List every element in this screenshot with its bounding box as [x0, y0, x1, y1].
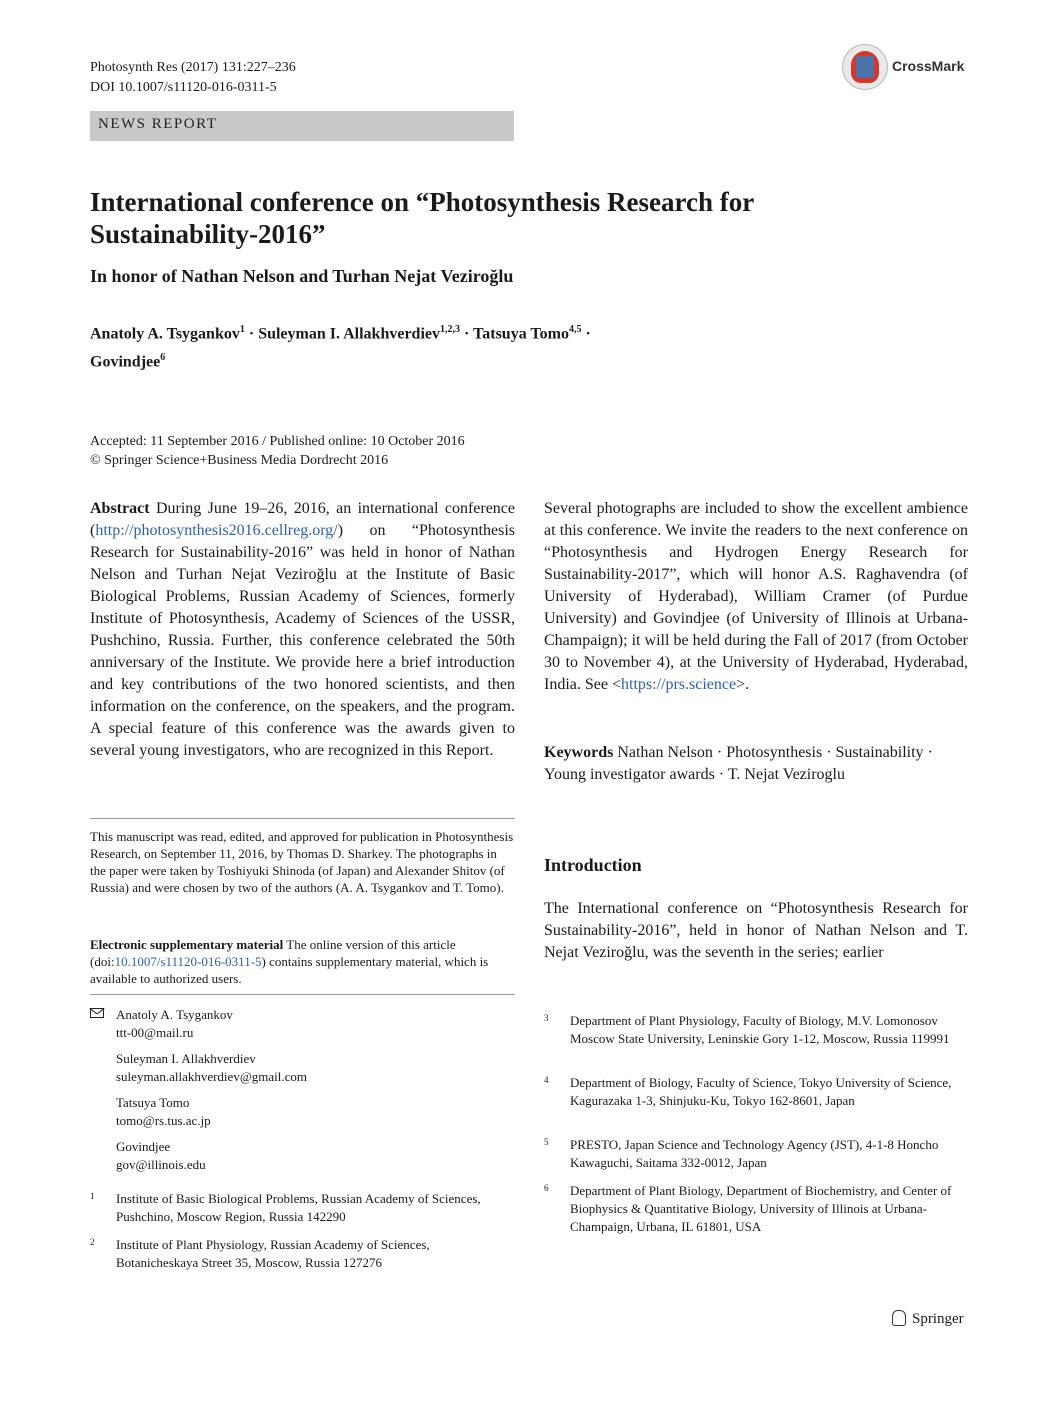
abstract-continuation-end: >.: [736, 676, 750, 693]
manuscript-note: This manuscript was read, edited, and approved for publication in Photosynthesis Research, on September 11, 2016, by Thomas D. Sharkey. The photographs in the paper were taken by Toshiyuki Shinoda (of Japan) and Alexander Shitov (of Russia) and were chosen by two of the authors (A. A. Tsygankov and T. Tomo).: [90, 829, 514, 895]
section-label: NEWS REPORT: [98, 116, 218, 132]
affiliation-item: [90, 1236, 515, 1272]
esm-doi-link[interactable]: 10.1007/s11120-016-0311-5: [114, 954, 262, 969]
affiliation-number: 2: [90, 1237, 95, 1247]
contact-entry: [116, 1094, 515, 1130]
springer-horse-icon: [892, 1310, 906, 1326]
crossmark-icon: [842, 44, 888, 90]
next-conference-link[interactable]: https://prs.science: [621, 676, 737, 693]
introduction-heading: Introduction: [544, 855, 642, 875]
envelope-icon: [90, 1008, 104, 1018]
publication-dates: Accepted: 11 September 2016 / Published online: 10 October 2016: [90, 434, 465, 449]
author-name[interactable]: Tatsuya Tomo: [473, 325, 569, 343]
contact-email[interactable]: ttt-00@mail.ru: [116, 1025, 194, 1040]
author-name[interactable]: Suleyman I. Allakhverdiev: [258, 325, 440, 343]
affiliation-text: Institute of Plant Physiology, Russian Academy of Sciences, Botanicheskaya Street 35, Moscow, Russia 127276: [116, 1237, 430, 1270]
abstract-label: Abstract: [90, 500, 150, 517]
author-name[interactable]: Anatoly A. Tsygankov: [90, 325, 240, 343]
abstract-continuation: Several photographs are included to show the excellent ambience at this conference. We invite the readers to the next conference on “Photosynthesis and Hydrogen Energy Research for Sustainability-2017”, which will honor A.S. Raghavendra (of University of Hyderabad), William Cramer (of Purdue University) and Govindjee (of University of Illinois at Urbana-Champaign); it will be held during the Fall of 2017 (from October 30 to November 4), at the University of Hyderabad, Hyderabad, India. See <: [544, 500, 968, 693]
affiliation-item: [90, 1190, 515, 1226]
contact-name: Anatoly A. Tsygankov: [116, 1007, 233, 1022]
copyright-notice: © Springer Science+Business Media Dordrecht 2016: [90, 453, 389, 468]
keywords-label: Keywords: [544, 744, 614, 761]
author-affiliation-marker: 4,5: [568, 324, 582, 335]
affiliation-text: Institute of Basic Biological Problems, Russian Academy of Sciences, Pushchino, Moscow Region, Russia 142290: [116, 1191, 481, 1224]
publisher-name: Springer: [912, 1311, 964, 1327]
contact-entry: [116, 1138, 515, 1174]
abstract-text-cont: ) on “Photosynthesis Research for Sustainability-2016” was held in honor of Nathan Nelson and Turhan Nejat Veziroğlu at the Institute of Basic Biological Problems, Russian Academy of Sciences, formerly Institute of Photosynthesis, Academy of Sciences of the USSR, Pushchino, Russia. Further, this conference celebrated the 50th anniversary of the Institute. We provide here a brief introduction and key contributions of the two honored scientists, and then information on the conference, on the speakers, and the program. A special feature of this conference was the awards given to several young investigators, who are recognized in this Report.: [90, 522, 515, 759]
journal-citation: Photosynth Res (2017) 131:227–236: [90, 60, 296, 75]
article-title: International conference on “Photosynthesis Research for Sustainability-2016”: [90, 187, 754, 249]
affiliation-number: 4: [544, 1075, 549, 1085]
affiliation-number: 6: [544, 1183, 549, 1193]
affiliation-number: 5: [544, 1137, 549, 1147]
section-bar: [90, 111, 514, 141]
publication-meta: [90, 432, 465, 470]
publisher-logo: [892, 1310, 964, 1328]
contact-email[interactable]: tomo@rs.tus.ac.jp: [116, 1113, 211, 1128]
doi-line: DOI 10.1007/s11120-016-0311-5: [90, 80, 277, 95]
conference-link[interactable]: http://photosynthesis2016.cellreg.org/: [95, 522, 338, 539]
affiliation-item: [544, 1074, 968, 1110]
introduction-text: The International conference on “Photosynthesis Research for Sustainability-2016”, held in honor of Nathan Nelson and T. Nejat Veziroğlu, was the seventh in the series; earlier: [544, 900, 968, 961]
crossmark-label: CrossMark: [892, 58, 965, 74]
affiliation-item: [544, 1136, 968, 1172]
affiliation-text: Department of Plant Biology, Department of Biochemistry, and Center of Biophysics & Quantitative Biology, University of Illinois at Urbana-Champaign, Urbana, IL 61801, USA: [570, 1183, 952, 1234]
abstract-text: During June 19–26, 2016, an international conference (: [90, 500, 516, 539]
author-affiliation-marker: 6: [160, 352, 166, 364]
abstract: [90, 498, 515, 762]
affiliation-text: PRESTO, Japan Science and Technology Agency (JST), 4-1-8 Honcho Kawaguchi, Saitama 332-0012, Japan: [570, 1137, 939, 1170]
contact-entry: [116, 1050, 515, 1086]
affiliation-item: [544, 1012, 968, 1048]
esm-text-end: ) contains supplementary material, which is available to authorized users.: [90, 954, 489, 986]
author-list: Anatoly A. Tsygankov$^1$ · Suleyman I. Allakhverdiev$^{1,2,3}$ · Tatsuya Tomo$^{4,5}$ · Govindjee$^6$: [90, 324, 591, 371]
esm-text: The online version of this article (doi:: [90, 937, 456, 969]
affiliation-text: Department of Biology, Faculty of Science, Tokyo University of Science, Kagurazaka 1-3, Shinjuku-Ku, Tokyo 162-8601, Japan: [570, 1075, 952, 1108]
contacts-divider: [90, 994, 515, 995]
author-affiliation-marker: 1,2,3: [440, 324, 460, 335]
affiliation-number: 1: [90, 1191, 95, 1201]
contact-name: Tatsuya Tomo: [116, 1095, 190, 1110]
footnote-divider: [90, 818, 515, 819]
affiliation-number: 3: [544, 1013, 549, 1023]
abstract-continued: [544, 498, 968, 696]
supplementary-note: [90, 936, 515, 987]
contact-email[interactable]: suleyman.allakhverdiev@gmail.com: [116, 1069, 308, 1084]
affiliation-text: Department of Plant Physiology, Faculty of Biology, M.V. Lomonosov Moscow State University, Leninskie Gory 1-12, Moscow, Russia 119991: [570, 1013, 950, 1046]
author-name[interactable]: Govindjee: [90, 353, 161, 371]
contact-email[interactable]: gov@illinois.edu: [116, 1157, 206, 1172]
contact-name: Suleyman I. Allakhverdiev: [116, 1051, 256, 1066]
author-affiliation-marker: 1: [239, 324, 245, 335]
keywords-text: Nathan Nelson · Photosynthesis · Sustainability · Young investigator awards · T. Nejat Veziroglu: [544, 744, 933, 783]
crossmark-badge[interactable]: [842, 44, 972, 94]
contact-list: [90, 1006, 515, 1182]
keywords: [544, 742, 968, 786]
contact-entry: [116, 1006, 515, 1042]
affiliation-item: [544, 1182, 968, 1236]
contact-name: Govindjee: [116, 1139, 171, 1154]
esm-label: Electronic supplementary material: [90, 937, 284, 952]
article-subtitle: In honor of Nathan Nelson and Turhan Nejat Veziroğlu: [90, 266, 514, 286]
